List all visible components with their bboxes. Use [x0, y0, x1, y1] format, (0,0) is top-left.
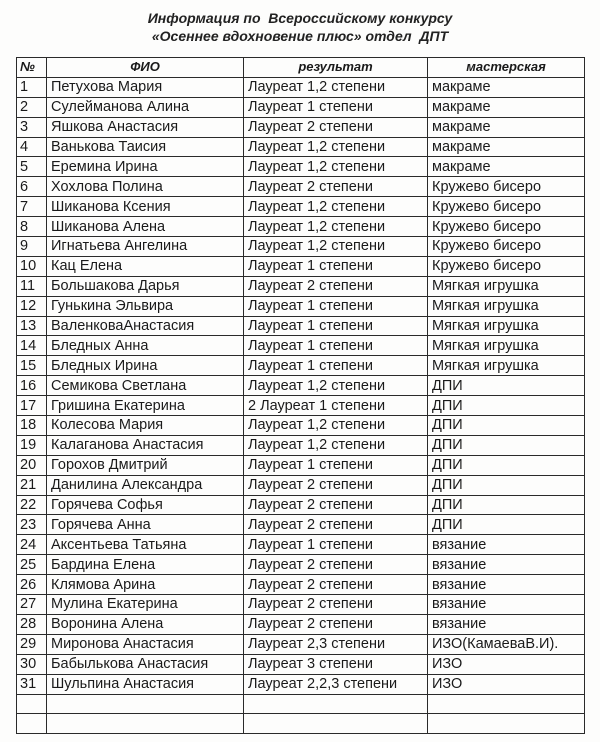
- table-row: [17, 336, 585, 356]
- cell-name: Бледных Ирина: [47, 356, 244, 376]
- cell-result: Лауреат 1 степени: [244, 97, 428, 117]
- table-row: [17, 555, 585, 575]
- cell-workshop: ДПИ: [428, 435, 585, 455]
- cell-name: Клямова Арина: [47, 575, 244, 595]
- cell-workshop: макраме: [428, 77, 585, 97]
- table-row: [17, 654, 585, 674]
- cell-result: Лауреат 2 степени: [244, 575, 428, 595]
- cell-result: Лауреат 2 степени: [244, 614, 428, 634]
- cell-number: 5: [17, 157, 47, 177]
- cell-name: Бледных Анна: [47, 336, 244, 356]
- cell-result: Лауреат 1 степени: [244, 296, 428, 316]
- cell-workshop: ДПИ: [428, 376, 585, 396]
- cell-name: Ванькова Таисия: [47, 137, 244, 157]
- cell-result: Лауреат 1,2 степени: [244, 376, 428, 396]
- cell-workshop: макраме: [428, 157, 585, 177]
- cell-number: 6: [17, 177, 47, 197]
- cell-workshop: Кружево бисеро: [428, 217, 585, 237]
- cell-number: 23: [17, 515, 47, 535]
- cell-number: 24: [17, 535, 47, 555]
- table-row: [17, 137, 585, 157]
- cell-number: [17, 714, 47, 734]
- cell-result: Лауреат 1,2 степени: [244, 197, 428, 217]
- cell-number: [17, 694, 47, 714]
- column-header-name: ФИО: [47, 58, 244, 78]
- cell-workshop: ИЗО: [428, 654, 585, 674]
- cell-number: 11: [17, 276, 47, 296]
- cell-workshop: вязание: [428, 575, 585, 595]
- table-row: [17, 157, 585, 177]
- cell-workshop: [428, 714, 585, 734]
- table-row: [17, 276, 585, 296]
- cell-name: [47, 714, 244, 734]
- cell-name: Бабылькова Анастасия: [47, 654, 244, 674]
- table-row: [17, 694, 585, 714]
- cell-result: Лауреат 1 степени: [244, 336, 428, 356]
- cell-workshop: Кружево бисеро: [428, 177, 585, 197]
- cell-result: Лауреат 1,2 степени: [244, 416, 428, 436]
- cell-name: Сулейманова Алина: [47, 97, 244, 117]
- cell-workshop: Мягкая игрушка: [428, 316, 585, 336]
- table-row: [17, 455, 585, 475]
- results-table: [16, 57, 585, 734]
- cell-name: Шиканова Ксения: [47, 197, 244, 217]
- cell-number: 13: [17, 316, 47, 336]
- cell-workshop: ДПИ: [428, 495, 585, 515]
- cell-name: Шульпина Анастасия: [47, 674, 244, 694]
- cell-workshop: макраме: [428, 117, 585, 137]
- cell-name: [47, 694, 244, 714]
- cell-name: Горячева Анна: [47, 515, 244, 535]
- table-row: [17, 256, 585, 276]
- cell-number: 30: [17, 654, 47, 674]
- table-row: [17, 435, 585, 455]
- cell-name: Аксентьева Татьяна: [47, 535, 244, 555]
- cell-number: 28: [17, 614, 47, 634]
- table-row: [17, 117, 585, 137]
- cell-number: 18: [17, 416, 47, 436]
- cell-result: Лауреат 1 степени: [244, 455, 428, 475]
- cell-result: Лауреат 1,2 степени: [244, 77, 428, 97]
- table-row: [17, 634, 585, 654]
- cell-workshop: макраме: [428, 97, 585, 117]
- cell-result: Лауреат 1 степени: [244, 256, 428, 276]
- cell-name: Еремина Ирина: [47, 157, 244, 177]
- cell-number: 10: [17, 256, 47, 276]
- table-row: [17, 475, 585, 495]
- cell-workshop: [428, 694, 585, 714]
- table-body: [17, 77, 585, 733]
- table-row: [17, 296, 585, 316]
- cell-result: [244, 714, 428, 734]
- column-header-workshop: мастерская: [428, 58, 585, 78]
- cell-result: Лауреат 1 степени: [244, 316, 428, 336]
- table-row: [17, 614, 585, 634]
- cell-name: Хохлова Полина: [47, 177, 244, 197]
- cell-workshop: вязание: [428, 595, 585, 615]
- cell-result: Лауреат 1 степени: [244, 535, 428, 555]
- cell-name: Горячева Софья: [47, 495, 244, 515]
- document-title: [0, 9, 600, 45]
- cell-result: Лауреат 2 степени: [244, 495, 428, 515]
- cell-workshop: ДПИ: [428, 515, 585, 535]
- table-row: [17, 237, 585, 257]
- cell-workshop: Мягкая игрушка: [428, 276, 585, 296]
- cell-result: Лауреат 2 степени: [244, 595, 428, 615]
- cell-name: Большакова Дарья: [47, 276, 244, 296]
- cell-result: Лауреат 2 степени: [244, 515, 428, 535]
- cell-workshop: ДПИ: [428, 455, 585, 475]
- cell-result: Лауреат 2 степени: [244, 276, 428, 296]
- cell-number: 16: [17, 376, 47, 396]
- cell-name: Воронина Алена: [47, 614, 244, 634]
- cell-result: Лауреат 1,2 степени: [244, 435, 428, 455]
- cell-result: Лауреат 2 степени: [244, 555, 428, 575]
- cell-workshop: Мягкая игрушка: [428, 296, 585, 316]
- cell-number: 27: [17, 595, 47, 615]
- cell-name: Кац Елена: [47, 256, 244, 276]
- cell-number: 14: [17, 336, 47, 356]
- cell-number: 4: [17, 137, 47, 157]
- cell-workshop: макраме: [428, 137, 585, 157]
- cell-workshop: ДПИ: [428, 396, 585, 416]
- table-row: [17, 356, 585, 376]
- table-row: [17, 197, 585, 217]
- table-row: [17, 674, 585, 694]
- cell-result: Лауреат 1 степени: [244, 356, 428, 376]
- cell-number: 26: [17, 575, 47, 595]
- table-row: [17, 575, 585, 595]
- table-row: [17, 97, 585, 117]
- cell-workshop: ДПИ: [428, 416, 585, 436]
- table-row: [17, 376, 585, 396]
- cell-number: 12: [17, 296, 47, 316]
- cell-result: 2 Лауреат 1 степени: [244, 396, 428, 416]
- table-row: [17, 535, 585, 555]
- cell-workshop: Мягкая игрушка: [428, 356, 585, 376]
- cell-result: Лауреат 1,2 степени: [244, 217, 428, 237]
- cell-number: 19: [17, 435, 47, 455]
- cell-result: Лауреат 1,2 степени: [244, 237, 428, 257]
- cell-number: 25: [17, 555, 47, 575]
- cell-number: 9: [17, 237, 47, 257]
- cell-workshop: вязание: [428, 614, 585, 634]
- table-row: [17, 217, 585, 237]
- cell-number: 29: [17, 634, 47, 654]
- cell-number: 21: [17, 475, 47, 495]
- cell-name: Бардина Елена: [47, 555, 244, 575]
- cell-name: Горохов Дмитрий: [47, 455, 244, 475]
- table-row: [17, 396, 585, 416]
- cell-number: 2: [17, 97, 47, 117]
- cell-name: Колесова Мария: [47, 416, 244, 436]
- table-header-row: [17, 58, 585, 78]
- column-header-result: результат: [244, 58, 428, 78]
- cell-result: Лауреат 2,2,3 степени: [244, 674, 428, 694]
- table-row: [17, 595, 585, 615]
- cell-number: 17: [17, 396, 47, 416]
- cell-name: Гунькина Эльвира: [47, 296, 244, 316]
- table-row: [17, 416, 585, 436]
- cell-number: 7: [17, 197, 47, 217]
- cell-number: 31: [17, 674, 47, 694]
- cell-number: 15: [17, 356, 47, 376]
- cell-workshop: ИЗО: [428, 674, 585, 694]
- cell-number: 1: [17, 77, 47, 97]
- table-row: [17, 316, 585, 336]
- cell-number: 8: [17, 217, 47, 237]
- cell-workshop: Кружево бисеро: [428, 256, 585, 276]
- cell-name: Игнатьева Ангелина: [47, 237, 244, 257]
- table-row: [17, 77, 585, 97]
- cell-name: Данилина Александра: [47, 475, 244, 495]
- column-header-number: №: [17, 58, 47, 78]
- cell-result: Лауреат 2,3 степени: [244, 634, 428, 654]
- cell-workshop: Кружево бисеро: [428, 197, 585, 217]
- title-line-2: «Осеннее вдохновение плюс» отдел ДПТ: [151, 28, 449, 44]
- cell-name: Мулина Екатерина: [47, 595, 244, 615]
- cell-name: Гришина Екатерина: [47, 396, 244, 416]
- cell-number: 3: [17, 117, 47, 137]
- cell-workshop: Мягкая игрушка: [428, 336, 585, 356]
- cell-workshop: ДПИ: [428, 475, 585, 495]
- cell-workshop: вязание: [428, 555, 585, 575]
- cell-result: Лауреат 1,2 степени: [244, 157, 428, 177]
- cell-workshop: Кружево бисеро: [428, 237, 585, 257]
- cell-name: ВаленковаАнастасия: [47, 316, 244, 336]
- cell-result: Лауреат 2 степени: [244, 177, 428, 197]
- cell-number: 22: [17, 495, 47, 515]
- cell-result: Лауреат 1,2 степени: [244, 137, 428, 157]
- cell-name: Калаганова Анастасия: [47, 435, 244, 455]
- cell-name: Шиканова Алена: [47, 217, 244, 237]
- cell-result: Лауреат 2 степени: [244, 475, 428, 495]
- cell-result: [244, 694, 428, 714]
- cell-result: Лауреат 2 степени: [244, 117, 428, 137]
- title-line-1: Информация по Всероссийскому конкурсу: [147, 10, 453, 26]
- table-row: [17, 177, 585, 197]
- cell-name: Петухова Мария: [47, 77, 244, 97]
- cell-workshop: вязание: [428, 535, 585, 555]
- table-row: [17, 495, 585, 515]
- table-row: [17, 714, 585, 734]
- cell-number: 20: [17, 455, 47, 475]
- table-row: [17, 515, 585, 535]
- cell-name: Миронова Анастасия: [47, 634, 244, 654]
- cell-workshop: ИЗО(КамаеваВ.И).: [428, 634, 585, 654]
- cell-name: Семикова Светлана: [47, 376, 244, 396]
- cell-result: Лауреат 3 степени: [244, 654, 428, 674]
- cell-name: Яшкова Анастасия: [47, 117, 244, 137]
